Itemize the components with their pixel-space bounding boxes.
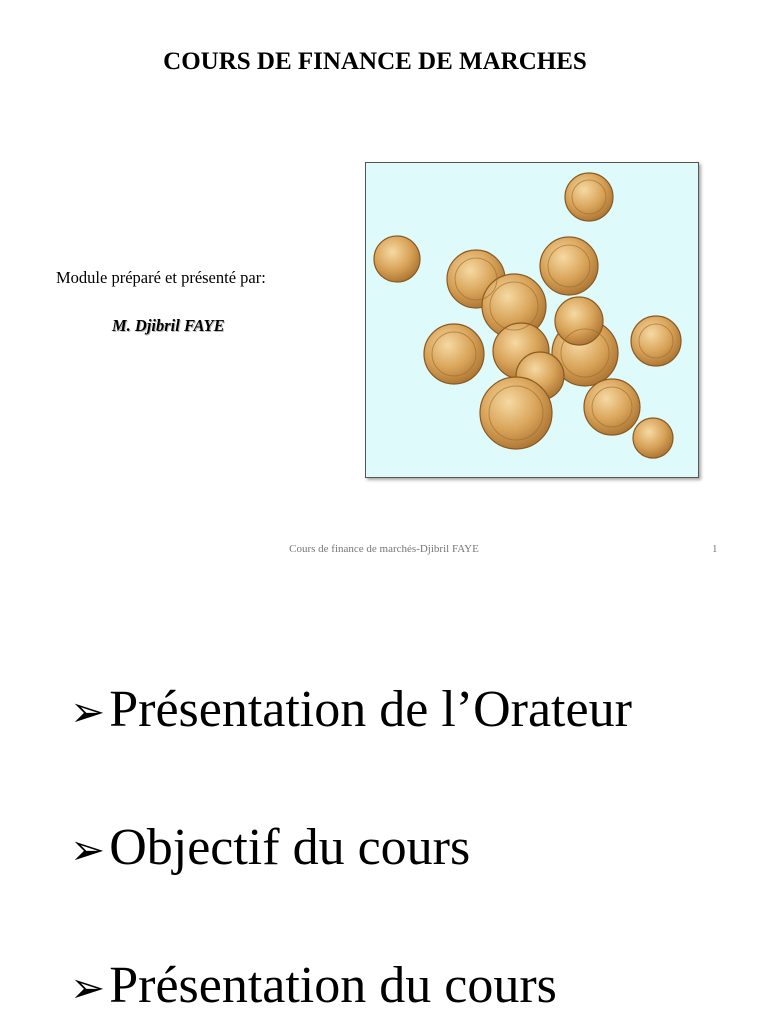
arrow-bullet-icon: ➢ [70, 966, 106, 1012]
bullet-item [70, 818, 470, 877]
arrow-bullet-icon: ➢ [70, 828, 106, 874]
slide-title: COURS DE FINANCE DE MARCHES [163, 48, 587, 75]
slide-footer: Cours de finance de marchés-Djibril FAYE [289, 543, 479, 555]
bullet-text: Objectif du cours [109, 819, 471, 876]
presenter-label: Module préparé et présenté par: [56, 268, 266, 287]
bullet-text: Présentation du cours [109, 957, 557, 1014]
bullet-item [70, 956, 557, 1015]
bullet-item [70, 680, 632, 739]
arrow-bullet-icon: ➢ [70, 690, 106, 736]
presenter-name: M. Djibril FAYE [112, 316, 225, 335]
gold-coins-image [365, 162, 699, 478]
slide-number: 1 [712, 543, 718, 555]
bullet-text: Présentation de l’Orateur [109, 681, 632, 738]
gold-coins-icon [366, 163, 698, 477]
slide-2 [0, 600, 768, 1024]
